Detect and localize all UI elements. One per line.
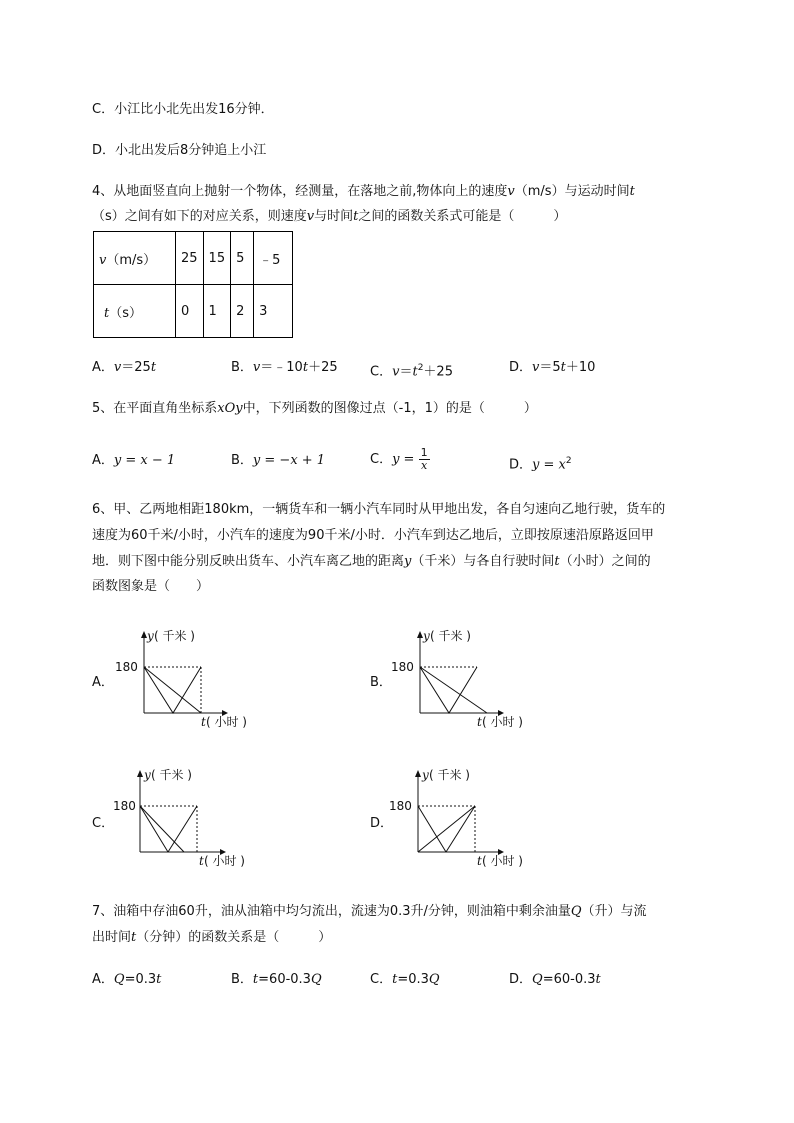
x-axis-unit: ( 小时 ) [482,715,523,729]
q5-option-c: C．y = $\frac{1}{x}$ [370,446,428,472]
q7-option-c: C．t=0.3Q [370,972,440,987]
x-axis-var: t [199,854,204,868]
q4-option-a: A．v＝25t [92,360,157,375]
q7-option-a: A．Q=0.3t [92,972,162,987]
axes [137,770,226,855]
table-cell: ﹣5 [254,232,293,285]
q7-option-b: B．t=60-0.3Q [231,972,322,987]
y-value-label: 180 [115,660,138,674]
graph-c [108,764,268,874]
car-line [420,667,477,713]
x-axis-var: t [201,715,206,729]
car-line-return [446,806,475,852]
x-axis-var: t [477,715,482,729]
graph-d-label: D． [370,816,394,831]
q5-option-b: B．y = −x + 1 [231,453,326,468]
y-value-label: 180 [113,799,136,813]
x-axis-var: t [477,854,482,868]
graph-b [386,625,546,735]
y-value-label: 180 [389,799,412,813]
q7-text-line1: 7、油箱中存油60升，油从油箱中均匀流出，流速为0.3升/分钟，则油箱中剩余油量Q（升）与流 [92,904,647,919]
y-axis-var: y [147,629,154,643]
q4-option-d: D．v＝5t＋10 [509,360,596,375]
table-row [94,285,293,338]
q5-option-a: A．y = x − 1 [92,453,176,468]
table-header-v: v（m/s） [94,232,176,285]
axes [415,770,504,855]
table-row [94,232,293,285]
q4-option-b: B．v＝﹣10t＋25 [231,360,338,375]
truck-line [144,667,201,713]
q6-text-line1: 6、甲、乙两地相距180km，一辆货车和一辆小汽车同时从甲地出发，各自匀速向乙地行驶，货车的 [92,502,666,517]
q4-text-line2: （s）之间有如下的对应关系，则速度v与时间t之间的函数关系式可能是（ ） [92,209,567,224]
table-cell: 2 [231,285,254,338]
x-axis-unit: ( 小时 ) [482,854,523,868]
graph-a-label: A． [92,675,114,690]
table-cell: 0 [176,285,204,338]
q6-text-line4: 函数图象是（ ） [92,579,210,594]
fraction: $\frac{1}{x}$ [420,446,428,472]
table-cell: 15 [203,232,231,285]
q7-text-line2: 出时间t（分钟）的函数关系是（ ） [92,930,332,945]
truck-line [140,806,184,852]
table-cell: 1 [203,285,231,338]
car-line-return [168,806,197,852]
q6-text-line2: 速度为60千米/小时，小汽车的速度为90千米/小时．小汽车到达乙地后，立即按原速沿原路返回甲 [92,528,654,543]
y-axis-unit: ( 千米 ) [154,629,195,643]
q4-value-table [93,231,293,338]
y-axis-unit: ( 千米 ) [151,768,192,782]
q5-option-d: D．$y = x^2$ [509,456,572,473]
table-cell: 25 [176,232,204,285]
q4-option-c: C．$v=t^2+25$ [370,363,453,380]
q3-option-c: C．小江比小北先出发16分钟． [92,102,274,117]
car-line-forward [140,806,168,852]
graph-d [384,764,544,874]
x-axis-unit: ( 小时 ) [204,854,245,868]
y-axis-var: y [423,629,430,643]
car-line-forward [418,806,446,852]
y-axis-unit: ( 千米 ) [430,629,471,643]
axes [141,631,228,716]
q4-text-line1: 4、从地面竖直向上抛射一个物体，经测量，在落地之前,物体向上的速度v（m/s）与运动时间t [92,184,635,199]
y-axis-var: y [422,768,429,782]
table-cell: 3 [254,285,293,338]
graph-c-label: C． [92,816,115,831]
x-axis-unit: ( 小时 ) [206,715,247,729]
q6-text-line3: 地．则下图中能分别反映出货车、小汽车离乙地的距离y（千米）与各自行驶时间t（小时）之间的 [92,554,651,569]
y-axis-unit: ( 千米 ) [429,768,470,782]
table-cell: 5 [231,232,254,285]
graph-a [110,625,270,735]
graph-b-label: B． [370,675,392,690]
truck-line [418,806,475,852]
table-header-t: t（s） [94,285,176,338]
y-axis-var: y [144,768,151,782]
q5-text: 5、在平面直角坐标系xOy中，下列函数的图像过点（-1，1）的是（ ） [92,401,537,416]
q3-option-d: D．小北出发后8分钟追上小江 [92,143,267,158]
y-value-label: 180 [391,660,414,674]
q7-option-d: D．Q=60-0.3t [509,972,601,987]
